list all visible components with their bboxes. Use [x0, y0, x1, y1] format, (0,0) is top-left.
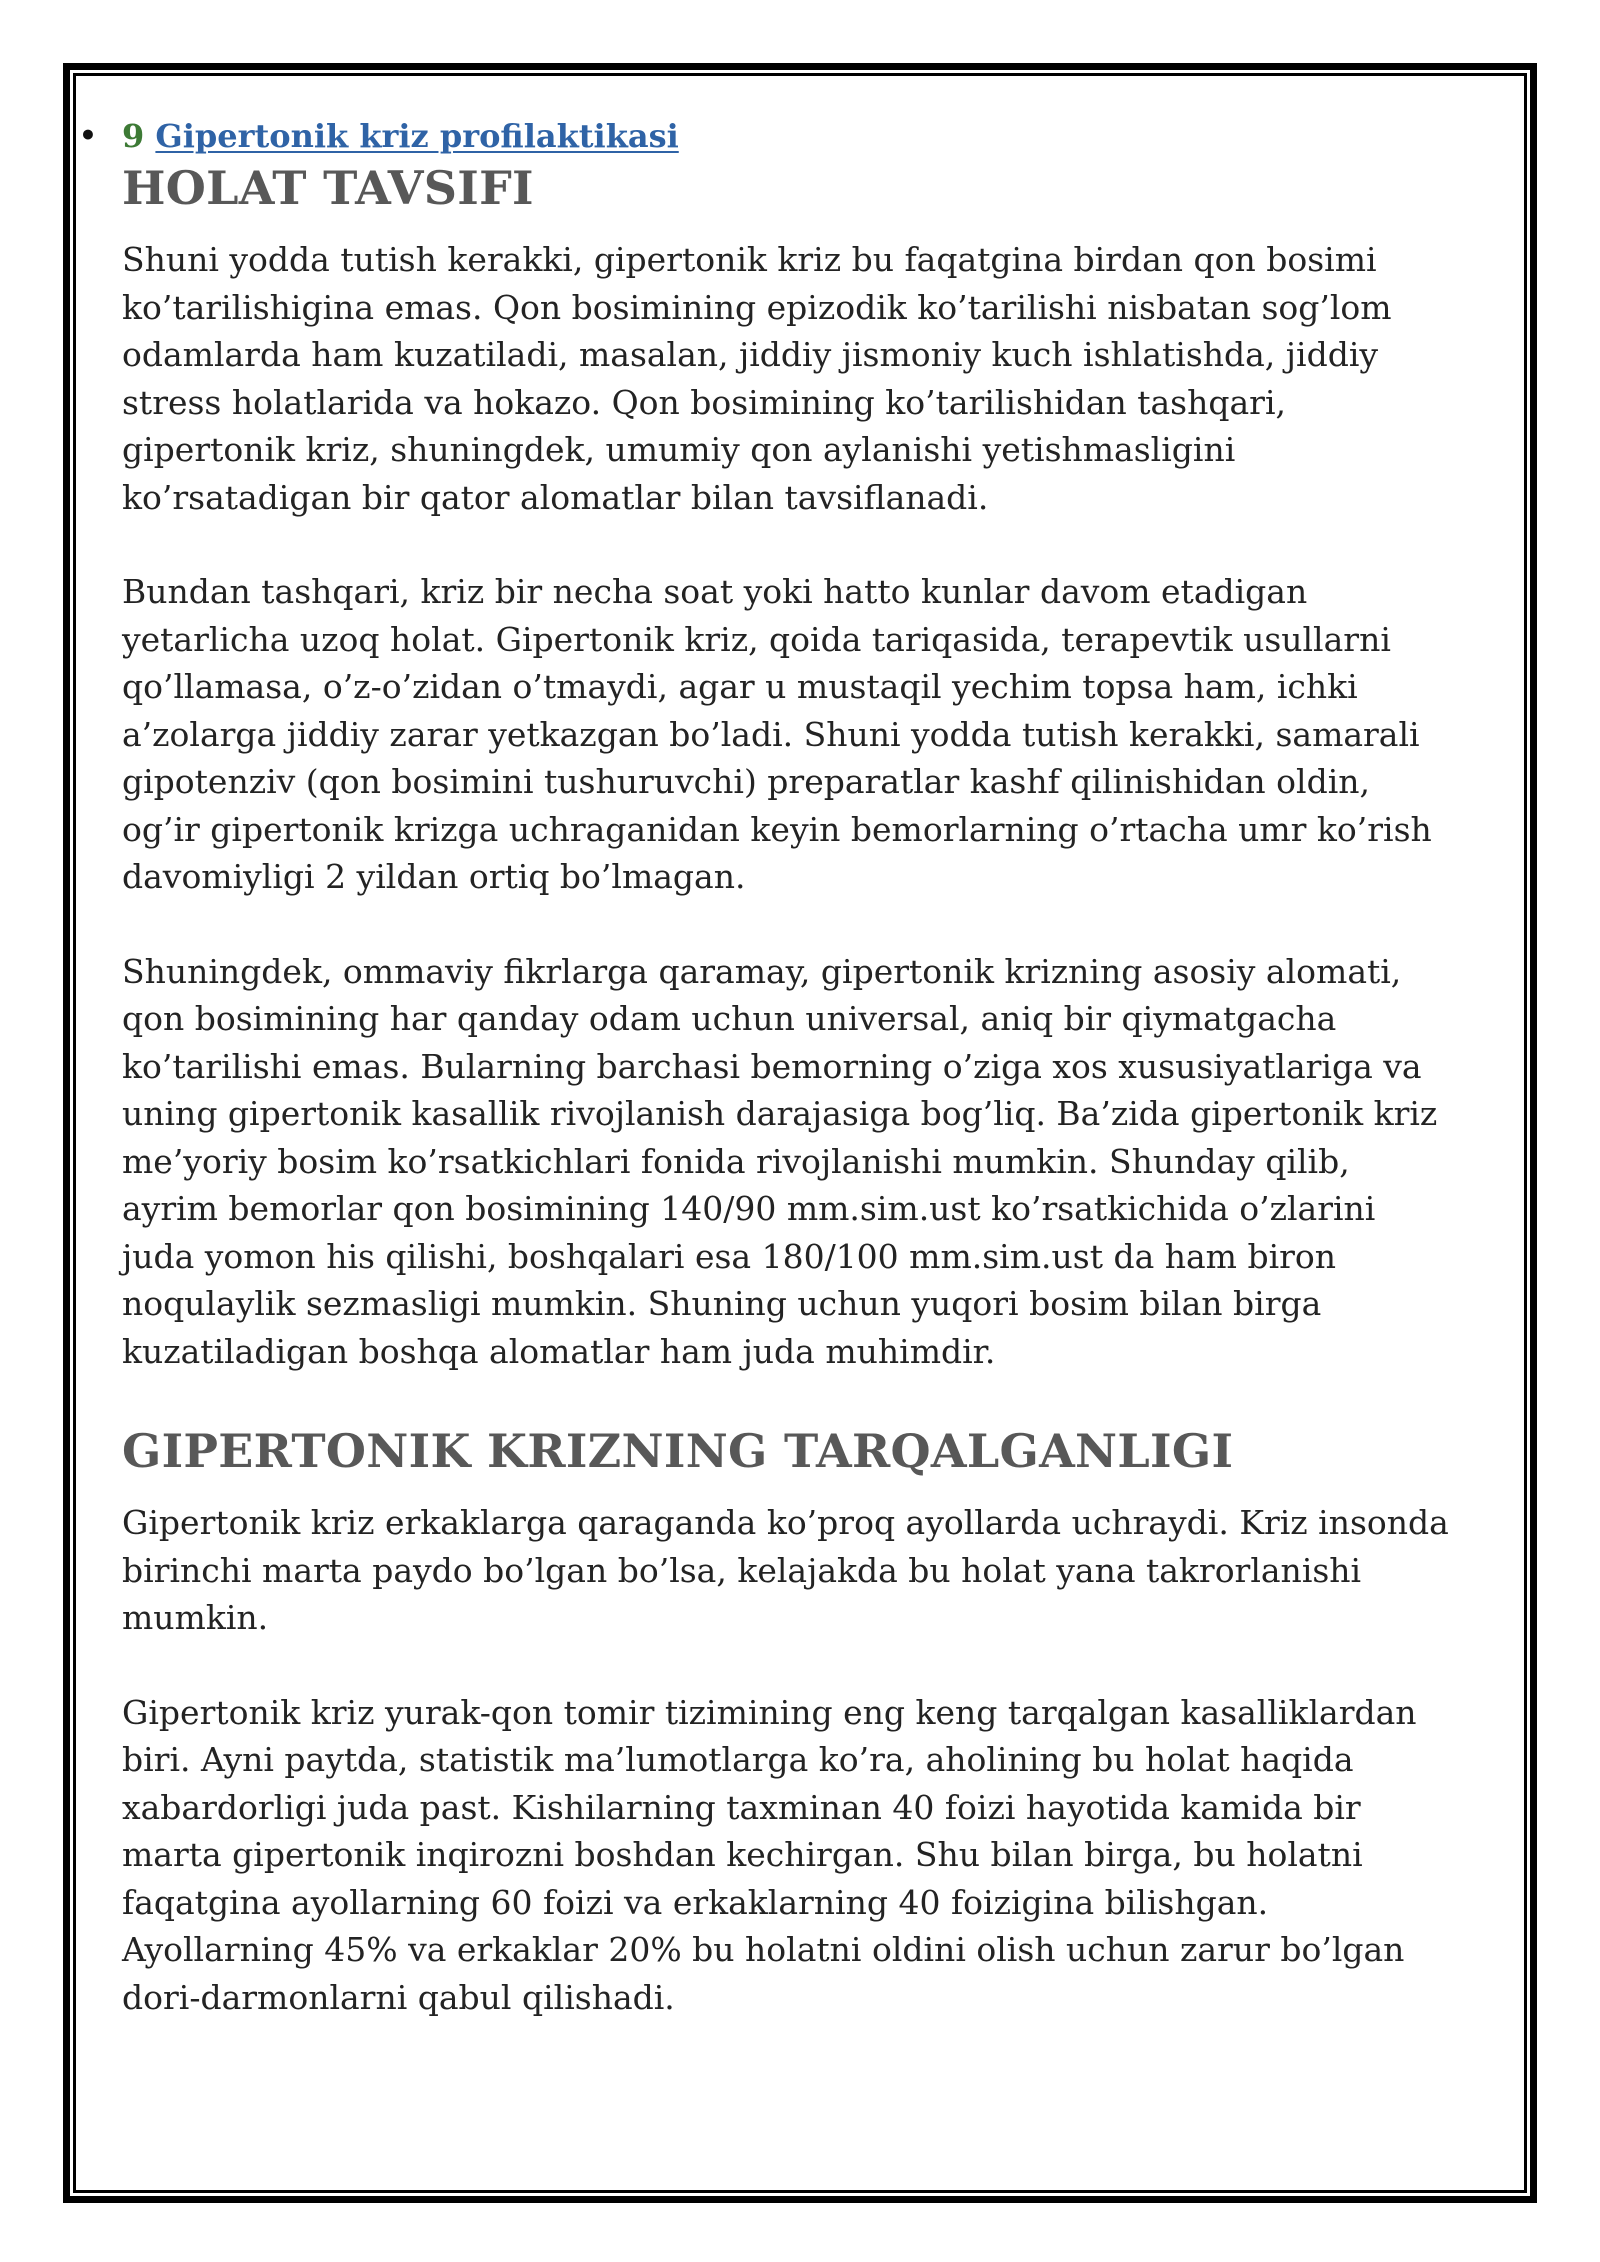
- section-heading-tarqalganligi: GIPERTONIK KRIZNING TARQALGANLIGI: [122, 1424, 1234, 1478]
- section-heading-holat-tavsifi: HOLAT TAVSIFI: [122, 161, 534, 215]
- body-paragraph: Bundan tashqari, kriz bir necha soat yoki hatto kunlar davom etadigan yetarlicha uzoq holat. Gipertonik kriz, qoida tariqasida, terapevtik usullarni qo’llamasa, o’z-o’zidan o’tmaydi, agar u mustaqil yechim topsa ham, ichki a’zolarga jiddiy zarar yetkazgan bo’ladi. Shuni yodda tutish kerakki, samarali gipotenziv (qon bosimini tushuruvchi) preparatlar kashf qilinishidan oldin, og’ir gipertonik krizga uchraganidan keyin bemorlarning o’rtacha umr ko’rish davomiyligi 2 yildan ortiq bo’lmagan.: [122, 572, 1432, 896]
- toc-link-gipertonik-kriz-profilaktikasi[interactable]: Gipertonik kriz profilaktikasi: [155, 117, 679, 155]
- document-content: [79, 112, 1452, 2068]
- toc-number: 9: [122, 117, 156, 155]
- body-paragraph: Shuni yodda tutish kerakki, gipertonik kriz bu faqatgina birdan qon bosimi ko’tarilishigina emas. Qon bosimining epizodik ko’tarilishi nisbatan sog’lom odamlarda ham kuzatiladi, masalan, jiddiy jismoniy kuch ishlatishda, jiddiy stress holatlarida va hokazo. Qon bosimining ko’tarilishidan tashqari, gipertonik kriz, shuningdek, umumiy qon aylanishi yetishmasligini ko’rsatadigan bir qator alomatlar bilan tavsiflanadi.: [122, 240, 1392, 517]
- bullet-icon: •: [79, 119, 97, 152]
- body-paragraph: Gipertonik kriz erkaklarga qaraganda ko’proq ayollarda uchraydi. Kriz insonda birinchi marta paydo bo’lgan bo’lsa, kelajakda bu holat yana takrorlanishi mumkin.: [122, 1503, 1449, 1637]
- toc-entry: [79, 112, 1452, 160]
- body-paragraph: Gipertonik kriz yurak-qon tomir tizimining eng keng tarqalgan kasalliklardan biri. Ayni paytda, statistik ma’lumotlarga ko’ra, aholining bu holat haqida xabardorligi juda past. Kishilarning taxminan 40 foizi hayotida kamida bir marta gipertonik inqirozni boshdan kechirgan. Shu bilan birga, bu holatni faqatgina ayollarning 60 foizi va erkaklarning 40 foizigina bilishgan. Ayollarning 45% va erkaklar 20% bu holatni oldini olish uchun zarur bo’lgan dori-darmonlarni qabul qilishadi.: [122, 1692, 1417, 2017]
- body-paragraph: Shuningdek, ommaviy fikrlarga qaramay, gipertonik krizning asosiy alomati, qon bosimining har qanday odam uchun universal, aniq bir qiymatgacha ko’tarilishi emas. Bularning barchasi bemorning o’ziga xos xususiyatlariga va uning gipertonik kasallik rivojlanish darajasiga bog’liq. Ba’zida gipertonik kriz me’yoriy bosim ko’rsatkichlari fonida rivojlanishi mumkin. Shunday qilib, ayrim bemorlar qon bosimining 140/90 mm.sim.ust ko’rsatkichida o’zlarini juda yomon his qilishi, boshqalari esa 180/100 mm.sim.ust da ham biron noqulaylik sezmasligi mumkin. Shuning uchun yuqori bosim bilan birga kuzatiladigan boshqa alomatlar ham juda muhimdir.: [122, 951, 1438, 1371]
